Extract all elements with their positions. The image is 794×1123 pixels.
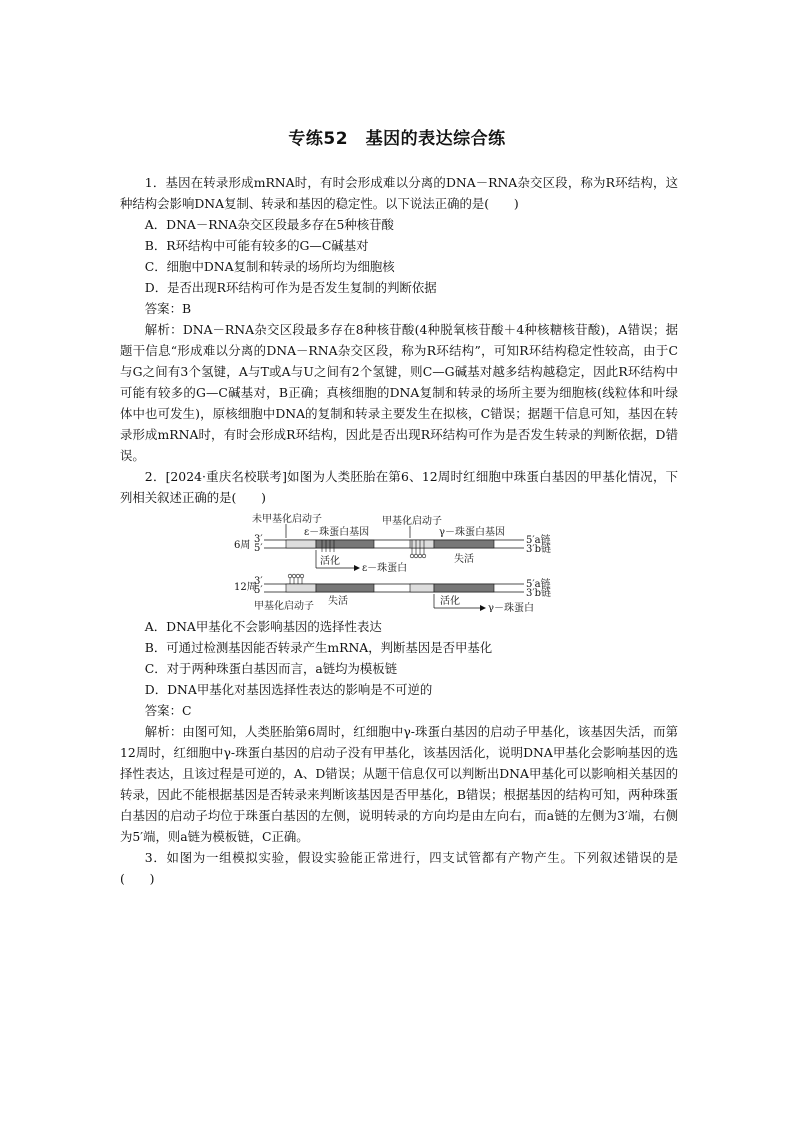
- q2-option-d: D．DNA甲基化对基因选择性表达的影响是不可逆的: [144, 682, 433, 697]
- q1-option-d: D．是否出现R环结构可作为是否发生复制的判断依据: [144, 280, 437, 295]
- q1-option-b: B．R环结构中可能有较多的G—C碱基对: [144, 238, 369, 253]
- fig-label-gamma-protein: γ－珠蛋白: [488, 603, 534, 612]
- week12-dna-strand: [264, 574, 524, 592]
- q2-option-c: C．对于两种珠蛋白基因而言，a链均为模板链: [144, 661, 398, 676]
- document-body: [120, 172, 678, 889]
- fig-label-inactive-6: 失活: [454, 554, 474, 565]
- q1-answer: 答案：B: [144, 301, 192, 316]
- fig-b-chain-label-12: 3′b链: [526, 588, 552, 599]
- q2-answer: 答案：C: [144, 703, 192, 718]
- fig-label-week12: 12周: [234, 582, 257, 593]
- page-title: 专练52 基因的表达综合练: [288, 129, 506, 149]
- fig-label-epsilon-gene: ε－珠蛋白基因: [304, 527, 370, 538]
- fig-b-chain-label-6: 3′b链: [526, 544, 552, 555]
- methylation-diagram: [234, 512, 564, 612]
- fig-label-gamma-gene: γ－珠蛋白基因: [439, 527, 505, 538]
- q1-stem: 1．基因在转录形成mRNA时，有时会形成难以分离的DNA－RNA杂交区段，称为R环结构，这种结构会影响DNA复制、转录和基因的稳定性。以下说法正确的是( ): [120, 175, 678, 211]
- fig-end-3-top6: 3′: [254, 534, 263, 545]
- q2-analysis: 解析：由图可知，人类胚胎第6周时，红细胞中γ-珠蛋白基因的启动子甲基化，该基因失活，而第12周时，红细胞中γ-珠蛋白基因的启动子没有甲基化，该基因活化，说明DNA甲基化会影响基因的选择性表达，且该过程是可逆的，A、D错误；从题干信息仅可以判断出DNA甲基化可以影响相关基因的转录，因此不能根据基因是否转录来判断该基因是否甲基化，B错误；根据基因的结构可知，两种珠蛋白基因的启动子均位于珠蛋白基因的左侧，说明转录的方向均是由左向右，而a链的左侧为3′端，右侧为5′端，则a链为模板链，C正确。: [120, 724, 678, 844]
- q1-option-a: A．DNA－RNA杂交区段最多存在5种核苷酸: [144, 217, 394, 232]
- fig-end-5-top6: 5′: [254, 543, 263, 554]
- q2-option-b: B．可通过检测基因能否转录产生mRNA，判断基因是否甲基化: [144, 640, 493, 655]
- fig-end-5-top12: 5′: [254, 585, 263, 596]
- q2-option-a: A．DNA甲基化不会影响基因的选择性表达: [144, 619, 382, 634]
- fig-label-activate-12: 活化: [440, 596, 460, 607]
- fig-a-chain-label-12: 5′a链: [526, 579, 551, 590]
- fig-label-activate-6: 活化: [320, 556, 340, 567]
- fig-end-3-top12: 3′: [254, 576, 263, 587]
- q2-stem: 2．[2024·重庆名校联考]如图为人类胚胎在第6、12周时红细胞中珠蛋白基因的甲基化情况，下列相关叙述正确的是( ): [120, 469, 678, 505]
- q1-option-c: C．细胞中DNA复制和转录的场所均为细胞核: [144, 259, 395, 274]
- fig-label-methylated-promoter-top: 甲基化启动子: [382, 516, 442, 527]
- fig-label-inactive-12: 失活: [328, 596, 348, 607]
- week6-dna-strand: [264, 540, 524, 558]
- q1-analysis: 解析：DNA－RNA杂交区段最多存在8种核苷酸(4种脱氧核苷酸＋4种核糖核苷酸)，A错误；据题干信息“形成难以分离的DNA－RNA杂交区段，称为R环结构”，可知R环结构稳定性较高，由于C与G之间有3个氢键，A与T或A与U之间有2个氢键，则C—G碱基对越多结构越稳定，因此R环结构中可能有较多的G—C碱基对，B正确；真核细胞的DNA复制和转录的场所主要为细胞核(线粒体和叶绿体中也可发生)，原核细胞中DNA的复制和转录主要发生在拟核，C错误；据题干信息可知，基因在转录形成mRNA时，有时会形成R环结构，因此是否出现R环结构可作为是否发生转录的判断依据，D错误。: [120, 322, 678, 463]
- fig-label-methylated-promoter-bottom: 甲基化启动子: [254, 601, 314, 612]
- fig-label-epsilon-protein: ε－珠蛋白: [362, 563, 408, 574]
- q3-stem: 3．如图为一组模拟实验，假设实验能正常进行，四支试管都有产物产生。下列叙述错误的是( ): [120, 850, 678, 886]
- fig-label-week6: 6周: [234, 540, 251, 551]
- fig-label-unmethylated-promoter: 未甲基化启动子: [252, 514, 322, 525]
- fig-a-chain-label-6: 5′a链: [526, 535, 551, 546]
